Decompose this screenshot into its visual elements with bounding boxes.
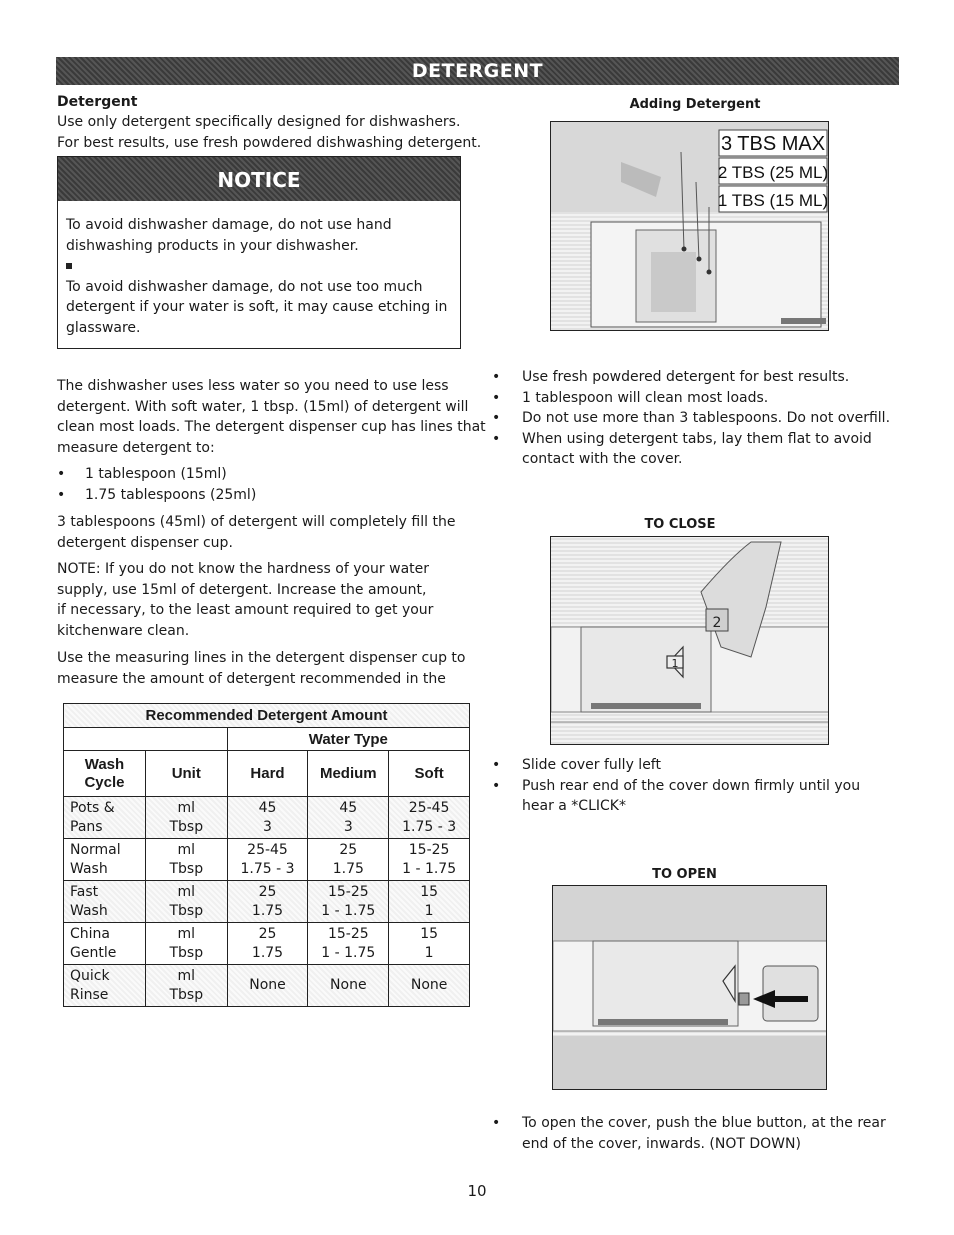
cell-line: Wash <box>70 902 108 919</box>
header-soft: Soft <box>389 751 470 797</box>
close-bullets <box>492 755 892 817</box>
cell-line: 15-25 <box>327 883 369 900</box>
cell-line: 1 - 1.75 <box>402 860 457 877</box>
to-open-drawing <box>553 886 827 1090</box>
page-number: 10 <box>467 1182 487 1200</box>
notice-title: NOTICE <box>58 157 460 201</box>
cell-line: 1 - 1.75 <box>321 944 376 961</box>
adding-bullets <box>492 367 892 470</box>
list-item: • Use fresh powdered detergent for best results. <box>492 367 892 388</box>
cup-label: 1 TBS (15 ML) <box>717 191 829 210</box>
fill-paragraph <box>57 512 455 553</box>
table-spacer <box>64 728 228 751</box>
cup-label: 2 TBS (25 ML) <box>717 163 829 182</box>
cell-line: 3 <box>343 818 353 835</box>
text-line: To avoid dishwasher damage, do not use too much <box>66 278 423 295</box>
note-paragraph <box>57 559 433 641</box>
text-line: if necessary, to the least amount required to get your <box>57 602 434 618</box>
cell-line: Gentle <box>70 944 117 961</box>
table-row <box>64 881 470 923</box>
text-line: For best results, use fresh powdered dishwashing detergent. <box>57 134 482 151</box>
cell-line: 15-25 <box>408 841 450 858</box>
cell-line: 15 <box>420 883 439 900</box>
text-line: NOTE: If you do not know the hardness of your water <box>57 561 430 577</box>
open-bullets <box>492 1113 892 1154</box>
cell-line: Fast <box>70 883 99 900</box>
text-line: The dishwasher uses less water so you need to use less <box>57 378 449 394</box>
cell-line: Tbsp <box>169 902 204 919</box>
text-line: detergent. With soft water, 1 tbsp. (15ml) of detergent will <box>57 398 469 415</box>
cell-line: ml <box>177 841 196 858</box>
cell-line: ml <box>177 925 196 942</box>
list-item: • Slide cover fully left <box>492 755 892 776</box>
cell-line: 1.75 - 3 <box>240 860 295 877</box>
list-item: • 1.75 tablespoons (25ml) <box>57 485 256 506</box>
table-row <box>64 839 470 881</box>
square-bullet-icon <box>66 263 72 269</box>
cell-line: None <box>308 965 389 1007</box>
text-line: Use only detergent specifically designed for dishwashers. <box>57 114 461 130</box>
text-line: glassware. <box>66 319 141 336</box>
cell-line: 25 <box>258 883 277 900</box>
detergent-table <box>63 703 470 1007</box>
cell-line: 15-25 <box>327 925 369 942</box>
text-line: 3 tablespoons (45ml) of detergent will completely fill the <box>57 514 456 530</box>
cell-line: China <box>70 925 110 942</box>
dispenser-cup-illustration <box>550 121 829 331</box>
table-title: Recommended Detergent Amount <box>64 704 470 728</box>
cell-line: 45 <box>258 799 277 816</box>
cell-line: 1 <box>424 944 434 961</box>
cell-line: 25-45 <box>247 841 288 858</box>
text-line: Use the measuring lines in the detergent dispenser cup to <box>57 650 466 666</box>
cell-line: ml <box>177 967 196 984</box>
adding-detergent-title: Adding Detergent <box>629 97 761 112</box>
cell-line: ml <box>177 883 196 900</box>
step-mark: 2 <box>712 615 722 631</box>
cell-line: 25 <box>339 841 358 858</box>
text-line: dishwashing products in your dishwasher. <box>66 237 359 254</box>
cell-line: Quick <box>70 967 110 984</box>
notice-body <box>58 201 460 338</box>
list-item: • Push rear end of the cover down firmly until you hear a *CLICK* <box>492 776 892 817</box>
header-wash-cycle: Wash Cycle <box>64 751 146 797</box>
text-line: supply, use 15ml of detergent. Increase the amount, <box>57 581 427 598</box>
cell-line: 1.75 <box>251 944 284 961</box>
list-item: • Do not use more than 3 tablespoons. Do not overfill. <box>492 408 892 429</box>
to-close-title: TO CLOSE <box>644 517 716 532</box>
intro-paragraph <box>57 112 481 153</box>
to-close-illustration <box>550 536 829 745</box>
list-item: • When using detergent tabs, lay them flat to avoid contact with the cover. <box>492 429 892 470</box>
cell-line: Normal <box>70 841 121 858</box>
cell-line: 45 <box>339 799 358 816</box>
cell-line: Tbsp <box>169 944 204 961</box>
text-line: detergent if your water is soft, it may cause etching in <box>66 299 448 315</box>
header-medium: Medium <box>308 751 389 797</box>
cell-line: 1 <box>424 902 434 919</box>
list-item: • To open the cover, push the blue button, at the rear end of the cover, inwards. (NOT DOWN) <box>492 1113 892 1154</box>
cell-line: Wash <box>70 860 108 877</box>
header-unit: Unit <box>145 751 227 797</box>
table-row <box>64 923 470 965</box>
cell-line: None <box>227 965 308 1007</box>
cell-line: Tbsp <box>169 818 204 835</box>
cell-line: ml <box>177 799 196 816</box>
cell-line: 1.75 - 3 <box>402 818 457 835</box>
step-mark: 1 <box>671 657 679 670</box>
to-open-title: TO OPEN <box>652 867 717 882</box>
header-hard: Hard <box>227 751 308 797</box>
measure-bullets <box>57 464 256 505</box>
section-banner: DETERGENT <box>56 57 899 85</box>
water-type-header: Water Type <box>227 728 469 751</box>
cell-line: 15 <box>420 925 439 942</box>
usage-paragraph <box>57 376 486 458</box>
list-item: • 1 tablespoon will clean most loads. <box>492 388 892 409</box>
cell-line: Rinse <box>70 986 109 1003</box>
text-line: kitchenware clean. <box>57 622 190 639</box>
cell-line: Pots & <box>70 799 115 816</box>
text-line: detergent dispenser cup. <box>57 534 233 551</box>
table-row <box>64 965 470 1007</box>
notice-box <box>57 156 461 349</box>
text-line: clean most loads. The detergent dispenser cup has lines that <box>57 419 486 435</box>
text-line: measure detergent to: <box>57 439 215 456</box>
table-row <box>64 797 470 839</box>
cell-line: 1.75 <box>251 902 284 919</box>
text-line: measure the amount of detergent recommended in the <box>57 670 446 687</box>
list-item: • 1 tablespoon (15ml) <box>57 464 256 485</box>
cell-line: 25-45 <box>408 799 450 816</box>
cell-line: 3 <box>263 818 272 835</box>
measuring-paragraph <box>57 648 465 689</box>
cell-line: 25 <box>258 925 277 942</box>
cell-line: 1.75 <box>332 860 364 877</box>
text-line: To avoid dishwasher damage, do not use hand <box>66 217 392 233</box>
cell-line: Tbsp <box>169 986 204 1003</box>
to-close-drawing <box>551 537 829 745</box>
cup-label: 3 TBS MAX <box>720 133 826 155</box>
cell-line: Tbsp <box>169 860 204 877</box>
dispenser-cup-drawing <box>551 122 829 331</box>
cell-line: 1 - 1.75 <box>321 902 376 919</box>
to-open-illustration <box>552 885 827 1090</box>
cell-line: None <box>389 965 470 1007</box>
cell-line: Pans <box>70 818 103 835</box>
detergent-heading: Detergent <box>57 94 138 110</box>
